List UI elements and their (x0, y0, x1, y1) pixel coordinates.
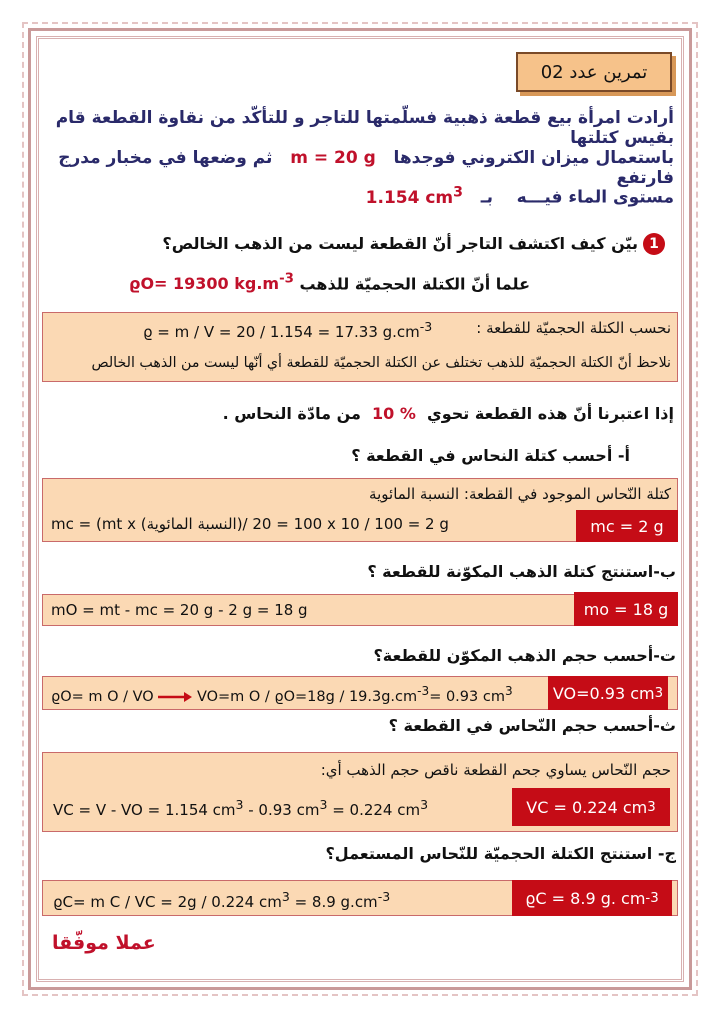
sub-t-formula-left: ϱO= m O / VO (51, 688, 154, 705)
gold-density-exp: -3 (279, 272, 294, 287)
intro-line-2-text: باستعمال ميزان الكتروني فوجدها (393, 148, 674, 168)
mass-value: m = 20 g (290, 148, 376, 168)
sub-b-result-text: mo = 18 g (583, 599, 669, 619)
arrow-right-icon (158, 692, 192, 702)
sub-a-formula: mc = (mt x (النسبة المائوية)/ 100 = 20 x 10 / 100 = 2 g (51, 515, 449, 533)
sub-th-question: ث-أحسب حجم النّحاس في القطعة ؟ (388, 716, 676, 735)
copper-percent: 10 % (372, 404, 416, 423)
sub-th-formula-exp1: 3 (235, 797, 244, 812)
signature: عملا موفّقا (52, 932, 156, 954)
sub-j-formula (53, 889, 390, 911)
volume-value (365, 184, 463, 208)
sub-t-formula (51, 684, 513, 705)
question-2-text-after: من مادّة النحاس . (222, 404, 361, 423)
sub-j-formula-exp2: -3 (377, 889, 391, 904)
answer-1-formula-exp: -3 (419, 319, 433, 334)
sub-t-result-text: VO=0.93 cm (552, 683, 655, 703)
question-2-text-before: إذا اعتبرنا أنّ هذه القطعة تحوي (427, 404, 674, 423)
intro-line-2 (34, 148, 674, 188)
sub-t-formula-end-exp: 3 (504, 684, 513, 698)
question-2-text (54, 404, 674, 423)
sub-th-formula (53, 797, 428, 819)
intro-line-2-after: ثم وضعها في مخبار مدرج فارتفع (58, 148, 674, 188)
sub-j-result-text: ϱC = 8.9 g. cm (525, 888, 646, 908)
answer-1-formula (143, 319, 432, 341)
sub-j-result-exp: -3 (645, 890, 659, 906)
sub-th-result-exp: 3 (647, 799, 656, 815)
answer-1-box (42, 312, 678, 382)
sub-t-result (548, 676, 668, 710)
sub-j-result (512, 880, 672, 916)
sub-th-formula-end: = 0.224 cm (327, 801, 421, 819)
sub-t-question: ت-أحسب حجم الذهب المكوّن للقطعة؟ (373, 646, 676, 665)
volume-value-exp: 3 (453, 184, 463, 200)
answer-1-label: نحسب الكتلة الحجميّة للقطعة : (476, 319, 671, 337)
intro-line-3-by: بـ (480, 187, 493, 208)
sub-th-formula-mid: - 0.93 cm (243, 801, 320, 819)
exercise-title: تمرين عدد 02 (540, 61, 648, 83)
sub-a-result (576, 510, 678, 542)
question-1-number: 1 (649, 236, 659, 252)
intro-line-1: أرادت امرأة بيع قطعة ذهبية فسلّمتها للتاجر و للتأكّد من نقاوة القطعة قام بقيس كتلتها (55, 108, 674, 148)
sub-t-formula-end: = 0.93 cm (429, 688, 505, 705)
sub-j-formula-end: = 8.9 g.cm (289, 893, 378, 911)
sub-j-formula-text: ϱC= m C / VC = 2g / 0.224 cm (53, 893, 282, 911)
sub-b-result (574, 592, 678, 626)
sub-a-question: أ- أحسب كتلة النحاس في القطعة ؟ (351, 446, 630, 465)
answer-1-formula-text: ϱ = m / V = 20 / 1.154 = 17.33 g.cm (143, 323, 420, 341)
volume-value-text: 1.154 cm (365, 187, 454, 208)
sub-t-formula-right: VO=m O / ϱO=18g / 19.3g.cm (196, 688, 418, 705)
sub-th-formula-text: VC = V - VO = 1.154 cm (53, 801, 236, 819)
sub-th-result-text: VC = 0.224 cm (526, 797, 648, 817)
sub-b-question: ب-استنتج كتلة الذهب المكوّنة للقطعة ؟ (367, 562, 676, 581)
sub-b-formula: mO = mt - mc = 20 g - 2 g = 18 g (51, 601, 308, 619)
gold-density-text: ϱO= 19300 kg.m (128, 274, 280, 294)
sub-th-formula-exp2: 3 (319, 797, 328, 812)
sub-j-formula-exp1: 3 (281, 889, 290, 904)
sub-t-result-exp: 3 (654, 685, 664, 701)
question-1-knowing-text: علما أنّ الكتلة الحجميّة للذهب (299, 274, 530, 294)
question-1-knowing (30, 272, 530, 293)
question-1-number-badge (643, 233, 665, 255)
exercise-title-box (516, 52, 672, 92)
sub-th-result (512, 788, 670, 826)
sub-th-label: حجم النّحاس يساوي جحم القطعة ناقص حجم الذهب أي: (320, 761, 671, 779)
answer-1-conclusion: نلاحظ أنّ الكتلة الحجميّة للذهب تختلف عن الكتلة الحجميّة للقطعة أي أنّها ليست من الذهب الخالص (91, 355, 671, 371)
sub-a-result-text: mc = 2 g (590, 516, 664, 536)
gold-density-value (129, 274, 294, 293)
intro-line-3-text: مستوى الماء فيـــه (516, 187, 674, 208)
question-1-text: بيّن كيف اكتشف التاجر أنّ القطعة ليست من الذهب الخالص؟ (162, 234, 638, 253)
sub-t-formula-right-exp: -3 (417, 684, 430, 698)
sub-j-question: ج- استنتج الكتلة الحجميّة للنّحاس المستعمل؟ (325, 844, 676, 863)
sub-th-formula-exp3: 3 (420, 797, 429, 812)
sub-a-label: كتلة النّحاس الموجود في القطعة: النسبة المائوية (369, 485, 671, 503)
intro-line-3 (34, 184, 674, 208)
